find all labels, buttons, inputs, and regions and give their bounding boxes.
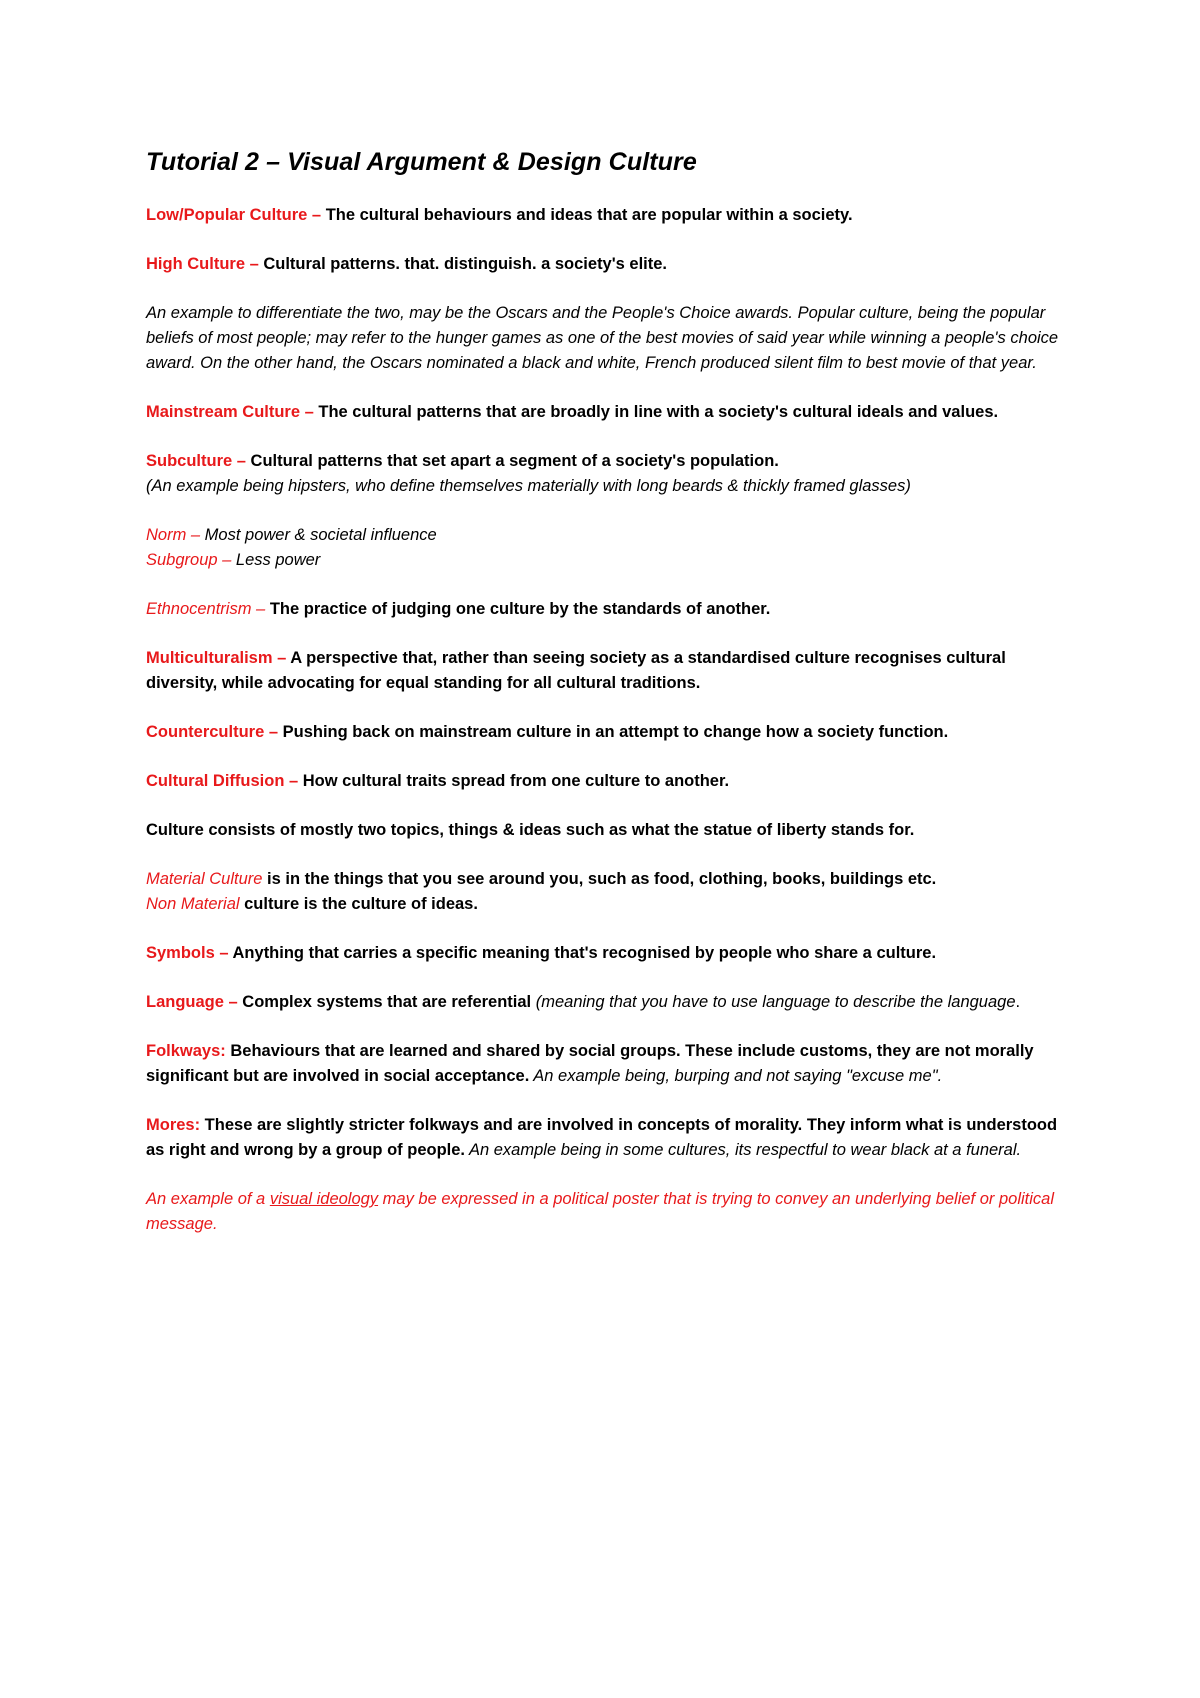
term-mores: Mores: xyxy=(146,1116,201,1134)
definition-text: A perspective that, rather than seeing society as a standardised culture recognises cultural diversity, while advocating for equal standing for all cultural traditions. xyxy=(146,649,1006,692)
definition-text: Most power & societal influence xyxy=(200,526,437,544)
visual-ideology-paragraph xyxy=(146,1187,1066,1237)
definition-text: The cultural behaviours and ideas that are popular within a society. xyxy=(321,206,853,224)
visual-ideology-before: An example of a xyxy=(146,1190,270,1208)
definition-text: Anything that carries a specific meaning that's recognised by people who share a culture. xyxy=(228,944,937,962)
definition-text: Cultural patterns that set apart a segment of a society's population. xyxy=(245,452,779,470)
definition-italic-text: An example being, burping and not saying "excuse me". xyxy=(529,1067,943,1085)
term-language: Language – xyxy=(146,993,238,1011)
definition-text: culture is the culture of ideas. xyxy=(239,895,478,913)
definition-symbols xyxy=(146,941,1066,966)
visual-ideology-after: may be expressed in a political poster that is trying to convey an underlying belief or political message. xyxy=(146,1190,1055,1233)
definition-high-culture xyxy=(146,252,1066,277)
term-low-popular-culture: Low/Popular Culture – xyxy=(146,206,322,224)
term-subgroup: Subgroup – xyxy=(146,551,232,569)
definition-text: Pushing back on mainstream culture in an attempt to change how a society function. xyxy=(278,723,949,741)
term-non-material: Non Material xyxy=(146,895,240,913)
subculture-example: (An example being hipsters, who define themselves materially with long beards & thickly framed glasses) xyxy=(146,477,911,495)
definition-language xyxy=(146,990,1066,1015)
definition-text: Complex systems that are referential xyxy=(237,993,532,1011)
definition-italic-text: An example being in some cultures, its respectful to wear black at a funeral. xyxy=(465,1141,1022,1159)
definition-text: is in the things that you see around you, such as food, clothing, books, buildings etc. xyxy=(262,870,937,888)
definition-end: . xyxy=(1015,993,1021,1011)
term-ethnocentrism: Ethnocentrism – xyxy=(146,600,266,618)
visual-ideology-term: visual ideology xyxy=(269,1190,379,1208)
definition-text: Cultural patterns. that. distinguish. a society's elite. xyxy=(258,255,668,273)
definition-italic-text: (meaning that you have to use language to describe the language xyxy=(531,993,1016,1011)
definition-mores xyxy=(146,1113,1066,1163)
definition-text: Less power xyxy=(231,551,321,569)
definition-multiculturalism xyxy=(146,646,1066,696)
term-high-culture: High Culture – xyxy=(146,255,259,273)
definition-mainstream-culture xyxy=(146,400,1066,425)
definition-text: Behaviours that are learned and shared by social groups. These include customs, they are not morally significant but are involved in social acceptance. xyxy=(146,1042,1034,1085)
example-paragraph: An example to differentiate the two, may be the Oscars and the People's Choice awards. Popular culture, being the popular beliefs of most people; may refer to the hunger games as one of the best movies of said year while winning a people's choice award. On the other hand, the Oscars nominated a black and white, French produced silent film to best movie of that year. xyxy=(146,304,1059,372)
page-title: Tutorial 2 – Visual Argument & Design Culture xyxy=(146,148,697,176)
definition-cultural-diffusion xyxy=(146,769,1066,794)
norm-subgroup-block xyxy=(146,523,1066,573)
term-folkways: Folkways: xyxy=(146,1042,226,1060)
definition-subculture xyxy=(146,449,1066,499)
term-counterculture: Counterculture – xyxy=(146,723,279,741)
culture-consists-paragraph: Culture consists of mostly two topics, things & ideas such as what the statue of liberty stands for. xyxy=(146,821,915,839)
definition-counterculture xyxy=(146,720,1066,745)
definition-text: These are slightly stricter folkways and are involved in concepts of morality. They inform what is understood as right and wrong by a group of people. xyxy=(146,1116,1058,1159)
material-culture-block xyxy=(146,867,1066,917)
term-material-culture: Material Culture xyxy=(146,870,263,888)
term-cultural-diffusion: Cultural Diffusion – xyxy=(146,772,299,790)
term-norm: Norm – xyxy=(146,526,201,544)
definition-text: How cultural traits spread from one culture to another. xyxy=(298,772,730,790)
term-subculture: Subculture – xyxy=(146,452,246,470)
definition-text: The cultural patterns that are broadly in line with a society's cultural ideals and values. xyxy=(313,403,999,421)
term-symbols: Symbols – xyxy=(146,944,229,962)
definition-folkways xyxy=(146,1039,1066,1089)
definition-low-popular-culture xyxy=(146,203,1066,228)
definition-ethnocentrism xyxy=(146,597,1066,622)
definition-text: The practice of judging one culture by the standards of another. xyxy=(265,600,771,618)
term-mainstream-culture: Mainstream Culture – xyxy=(146,403,314,421)
document-body xyxy=(146,148,1066,1261)
term-multiculturalism: Multiculturalism – xyxy=(146,649,287,667)
